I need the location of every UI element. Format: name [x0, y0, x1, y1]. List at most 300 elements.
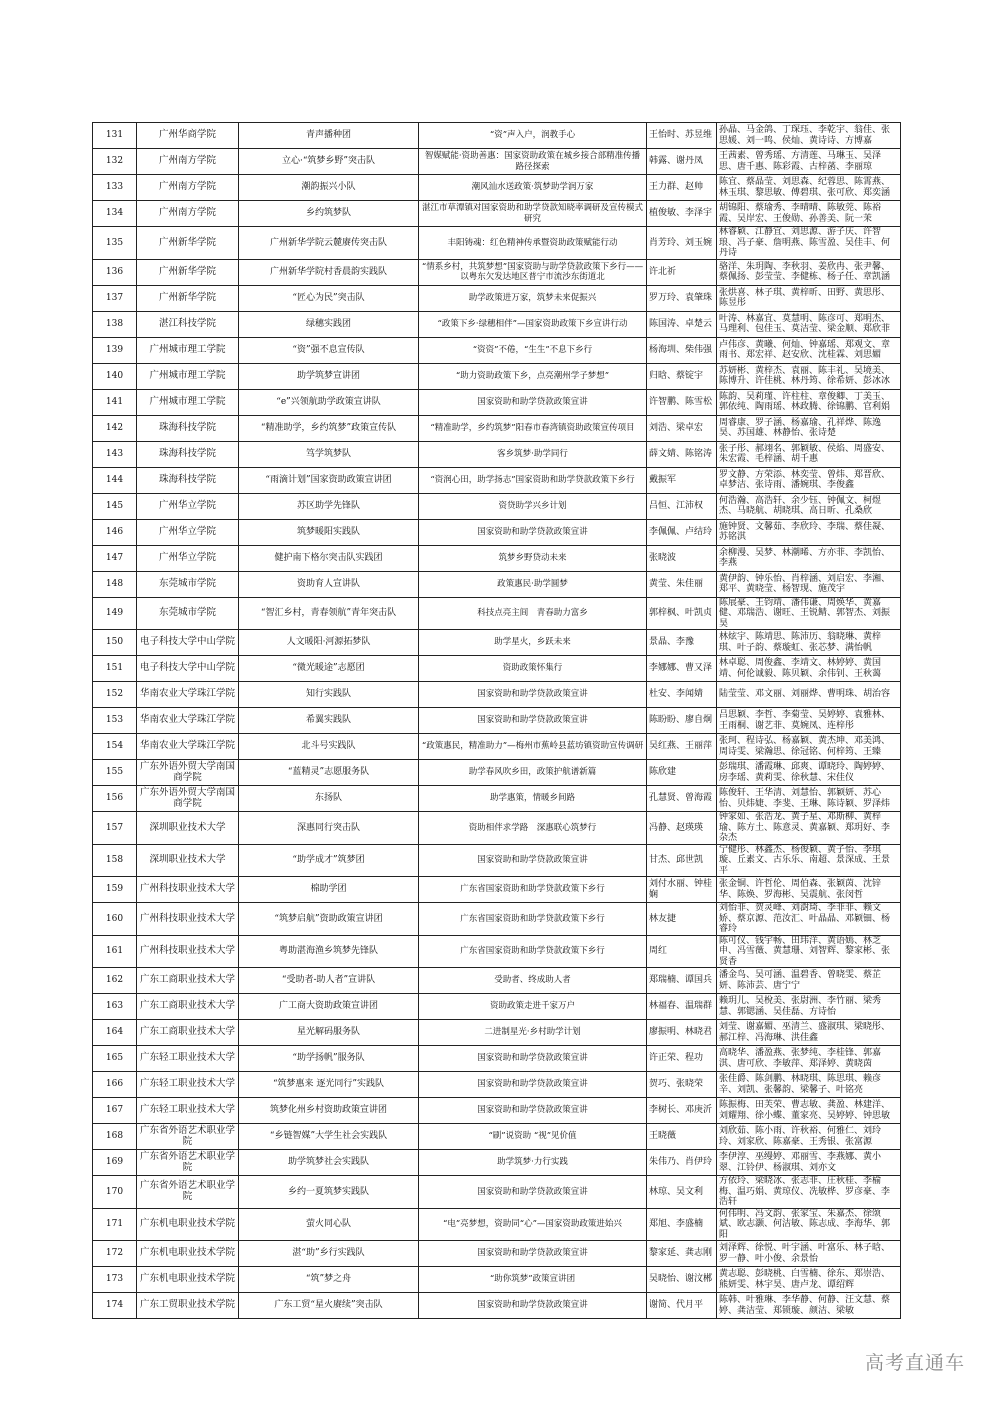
team-name: 湛“助”乡行实践队 — [239, 1241, 419, 1267]
row-number: 141 — [93, 389, 137, 415]
row-number: 163 — [93, 994, 137, 1020]
team-members: 施钟贤、文馨茹、李欣玲、李瑞、蔡佳凝、苏铭淇 — [717, 519, 901, 545]
activity-theme: 湛江市草潭镇对国家资助和助学贷款知晓率调研及宣传模式研究 — [419, 201, 647, 227]
team-name: “助学扬帆”服务队 — [239, 1046, 419, 1072]
activity-theme: 广东省国家资助和助学贷款政策下乡行 — [419, 877, 647, 903]
activity-theme: “助你筑梦”政策宣讲团 — [419, 1267, 647, 1293]
school-name: 广州南方学院 — [137, 201, 239, 227]
team-members: 胡锦阳、蔡瑜秀、李晴晴、陈敏莞、陈裕霞、吴岸宏、王俊勋、孙善美、阮一茉 — [717, 201, 901, 227]
school-name: 广东轻工职业技术大学 — [137, 1098, 239, 1124]
activity-theme: 国家资助和助学贷款政策宣讲 — [419, 708, 647, 734]
team-name: 助学筑梦宣讲团 — [239, 363, 419, 389]
advisor-teachers: 冯静、赵瑛瑛 — [647, 812, 717, 845]
table-row — [93, 1293, 901, 1319]
row-number: 166 — [93, 1072, 137, 1098]
school-name: 广东外语外贸大学南国商学院 — [137, 760, 239, 786]
team-members: 彭瑞琪、潘霞琳、邱爽、谭晓玲、陶婷婷、房李瑶、黄莉雯、徐秋慧、宋佳仪 — [717, 760, 901, 786]
advisor-teachers: 韩露、谢丹凤 — [647, 149, 717, 175]
table-row — [93, 630, 901, 656]
team-name: 乡约一夏筑梦实践队 — [239, 1176, 419, 1209]
table-row — [93, 1267, 901, 1293]
school-name: 电子科技大学中山学院 — [137, 630, 239, 656]
team-name: “受助者-助人者”宣讲队 — [239, 968, 419, 994]
team-name: 笃学筑梦队 — [239, 441, 419, 467]
team-name: “e”兴领航助学政策宣讲队 — [239, 389, 419, 415]
table-row — [93, 285, 901, 311]
row-number: 131 — [93, 123, 137, 149]
row-number: 142 — [93, 415, 137, 441]
activity-theme: 政策惠民·助学圆梦 — [419, 571, 647, 597]
activity-theme: 国家资助和助学贷款政策宣讲 — [419, 519, 647, 545]
table-row — [93, 571, 901, 597]
table-row — [93, 149, 901, 175]
team-members: 罗文静、方荣添、林奕莹、曾炜、郑晋欣、卓梦洁、张诗雨、潘婉琪、李俊鑫 — [717, 467, 901, 493]
table-row — [93, 545, 901, 571]
activity-theme: “资”声入户，润教手心 — [419, 123, 647, 149]
row-number: 165 — [93, 1046, 137, 1072]
activity-theme: 助学惠策，情暖乡间路 — [419, 786, 647, 812]
team-name: “微光暖途”志愿团 — [239, 656, 419, 682]
row-number: 132 — [93, 149, 137, 175]
team-name: “筑梦惠来 逐光同行”实践队 — [239, 1072, 419, 1098]
row-number: 137 — [93, 285, 137, 311]
table-row — [93, 1208, 901, 1241]
activity-theme: “刷”说资助 “视”见价值 — [419, 1124, 647, 1150]
advisor-teachers: 郭梓枫、叶凯贞 — [647, 597, 717, 630]
row-number: 158 — [93, 844, 137, 877]
team-members: 何伟明、冯文韵、张家宝、朱嘉杰、徐颂斌、欧志灏、何洁敏、陈志成、李海华、郭阳 — [717, 1208, 901, 1241]
team-name: “蓝精灵”志愿服务队 — [239, 760, 419, 786]
team-name: 助学筑梦社会实践队 — [239, 1150, 419, 1176]
school-name: 广东省外语艺术职业学院 — [137, 1150, 239, 1176]
activity-theme: 国家资助和助学贷款政策宣讲 — [419, 1046, 647, 1072]
table-row — [93, 1098, 901, 1124]
school-name: 湛江科技学院 — [137, 311, 239, 337]
row-number: 155 — [93, 760, 137, 786]
team-name: 潮韵振兴小队 — [239, 175, 419, 201]
team-members: 陈韵、吴莉瑾、许柱柱、章俊卿、丁美玉、郭依纯、陶雨瑶、林政腾、徐锦鹏、官利娟 — [717, 389, 901, 415]
table-row — [93, 415, 901, 441]
advisor-teachers: 郑瑞楠、谭国兵 — [647, 968, 717, 994]
team-name: “乡链智媒”大学生社会实践队 — [239, 1124, 419, 1150]
school-name: 广东工商职业技术大学 — [137, 1020, 239, 1046]
row-number: 133 — [93, 175, 137, 201]
row-number: 143 — [93, 441, 137, 467]
activity-theme: 广东省国家资助和助学贷款政策下乡行 — [419, 903, 647, 936]
table-row — [93, 760, 901, 786]
team-members: 刘莹、谢嘉媚、巫清兰、盛淑琪、梁晓彤、郝江梓、冯海琳、洪佳鑫 — [717, 1020, 901, 1046]
row-number: 169 — [93, 1150, 137, 1176]
row-number: 151 — [93, 656, 137, 682]
activity-theme: 二进制星光·乡村助学计划 — [419, 1020, 647, 1046]
row-number: 157 — [93, 812, 137, 845]
row-number: 174 — [93, 1293, 137, 1319]
advisor-teachers: 许北祈 — [647, 259, 717, 285]
row-number: 149 — [93, 597, 137, 630]
advisor-teachers: 吴晓怡、谢汶郴 — [647, 1267, 717, 1293]
team-members: 陈宜、蔡晶莹、刘思森、纪蓉思、陈霄燕、林玉琪、黎思敏、傅碧琪、张可欣、郑奕涵 — [717, 175, 901, 201]
advisor-teachers: 薛文婧、陈铭涛 — [647, 441, 717, 467]
row-number: 135 — [93, 227, 137, 260]
team-name: 深惠同行突击队 — [239, 812, 419, 845]
table-row — [93, 259, 901, 285]
table-row — [93, 1046, 901, 1072]
advisor-teachers: 黎家延、龚志刚 — [647, 1241, 717, 1267]
team-name: 广州新华学院云麓赓传突击队 — [239, 227, 419, 260]
school-name: 华南农业大学珠江学院 — [137, 708, 239, 734]
row-number: 168 — [93, 1124, 137, 1150]
team-name: 资助育人宣讲队 — [239, 571, 419, 597]
advisor-teachers: 甘杰、邱世凯 — [647, 844, 717, 877]
school-name: 广东轻工职业技术大学 — [137, 1046, 239, 1072]
school-name: 珠海科技学院 — [137, 441, 239, 467]
school-name: 深圳职业技术大学 — [137, 844, 239, 877]
school-name: 广州新华学院 — [137, 259, 239, 285]
table-row — [93, 844, 901, 877]
team-list-table-container — [92, 122, 900, 1319]
row-number: 173 — [93, 1267, 137, 1293]
school-name: 广州科技职业技术大学 — [137, 903, 239, 936]
team-members: 刘泽辉、徐悦、叶宇涵、叶富乐、林子晗、罗一静、叶小俊、余景怡 — [717, 1241, 901, 1267]
table-row — [93, 363, 901, 389]
team-members: 林睿颖、江静宜、刘思源、游子庆、许智琅、冯子豪、詹明燕、陈雪盈、吴佳丰、何丹诗 — [717, 227, 901, 260]
team-name: 北斗号实践队 — [239, 734, 419, 760]
team-name: “智汇乡村，青春领航”青年突击队 — [239, 597, 419, 630]
team-members: 张烘喜、林子琪、黄梓昕、田野、黄思彤、陈昱彤 — [717, 285, 901, 311]
school-name: 广州华商学院 — [137, 123, 239, 149]
row-number: 153 — [93, 708, 137, 734]
table-row — [93, 682, 901, 708]
activity-theme: 国家资助和助学贷款政策宣讲 — [419, 844, 647, 877]
team-members: 卢伟彦、黄曦、何灿、钟嘉瑶、郑观文、章雨书、郑宏祥、赵安欣、沈桂霖、刘思媚 — [717, 337, 901, 363]
row-number: 150 — [93, 630, 137, 656]
school-name: 广州新华学院 — [137, 227, 239, 260]
team-name: 立心·“筑梦乡野”突击队 — [239, 149, 419, 175]
activity-theme: “助力资助政策下乡，点亮潮州学子梦想” — [419, 363, 647, 389]
table-row — [93, 708, 901, 734]
activity-theme: 受助者、终成助人者 — [419, 968, 647, 994]
activity-theme: “精准助学，乡约筑梦”阳春市春湾镇资助政策宣传项目 — [419, 415, 647, 441]
table-row — [93, 1150, 901, 1176]
advisor-teachers: 林友捷 — [647, 903, 717, 936]
advisor-teachers: 陈国涛、卓楚云 — [647, 311, 717, 337]
team-name: “雨滴计划”国家资助政策宣讲团 — [239, 467, 419, 493]
table-row — [93, 597, 901, 630]
activity-theme: “电”亮梦想，资助同“心”—国家资助政策进始兴 — [419, 1208, 647, 1241]
school-name: 广东机电职业技术学院 — [137, 1267, 239, 1293]
school-name: 广州城市理工学院 — [137, 389, 239, 415]
advisor-teachers: 戴振军 — [647, 467, 717, 493]
school-name: 珠海科技学院 — [137, 467, 239, 493]
row-number: 148 — [93, 571, 137, 597]
team-name: 人文暖阳·河源拓梦队 — [239, 630, 419, 656]
school-name: 广州城市理工学院 — [137, 337, 239, 363]
team-members: 张金铜、许哲伦、周伯森、张颖茵、沈锌华、陈焕、罗海彬、吴震航、张闵哲 — [717, 877, 901, 903]
team-members: 孙晶、马金鸽、丁琛珏、李乾宇、翁佳、张思媛、刘一鸣、侯灿、黄诗诗、方博嘉 — [717, 123, 901, 149]
team-members: 潘金鸟、吴可涵、温碧香、曾晓雯、蔡芷妍、陈沛芸、唐宁宁 — [717, 968, 901, 994]
advisor-teachers: 贺巧、张晓荣 — [647, 1072, 717, 1098]
watermark-text: 高考直通车 — [864, 1352, 965, 1374]
row-number: 146 — [93, 519, 137, 545]
row-number: 161 — [93, 935, 137, 968]
table-row — [93, 1241, 901, 1267]
team-name: “筑梦启航”资助政策宣讲团 — [239, 903, 419, 936]
table-row — [93, 441, 901, 467]
advisor-teachers: 陈盼盼、廖自炯 — [647, 708, 717, 734]
advisor-teachers: 王怡时、苏昱维 — [647, 123, 717, 149]
row-number: 154 — [93, 734, 137, 760]
team-name: “筑”梦之舟 — [239, 1267, 419, 1293]
school-name: 广州华立学院 — [137, 545, 239, 571]
advisor-teachers: 吕恒、江沛权 — [647, 493, 717, 519]
school-name: 广州科技职业技术大学 — [137, 935, 239, 968]
advisor-teachers: 孔慧贤、曾海霞 — [647, 786, 717, 812]
team-members: 赖玥儿、吴梲美、张尉洲、李竹丽、梁秀慧、郭锶涵、吴佳磊、方诗怡 — [717, 994, 901, 1020]
advisor-teachers: 廖振明、林晓君 — [647, 1020, 717, 1046]
school-name: 广东机电职业技术学院 — [137, 1208, 239, 1241]
row-number: 140 — [93, 363, 137, 389]
team-name: 粤助湛海渔乡筑梦先锋队 — [239, 935, 419, 968]
row-number: 156 — [93, 786, 137, 812]
activity-theme: 国家资助和助学贷款政策宣讲 — [419, 1293, 647, 1319]
activity-theme: 资助政策走进千家万户 — [419, 994, 647, 1020]
activity-theme: 智媒赋能·资助善惠：国家资助政策在城乡接合部精准传播路径探索 — [419, 149, 647, 175]
school-name: 广州新华学院 — [137, 285, 239, 311]
activity-theme: 国家资助和助学贷款政策宣讲 — [419, 682, 647, 708]
advisor-teachers: 王晓薇 — [647, 1124, 717, 1150]
advisor-teachers: 王力群、赵帅 — [647, 175, 717, 201]
activity-theme: 客乡筑梦·助学同行 — [419, 441, 647, 467]
school-name: 广东工商职业技术大学 — [137, 994, 239, 1020]
activity-theme: 广东省国家资助和助学贷款政策下乡行 — [419, 935, 647, 968]
row-number: 144 — [93, 467, 137, 493]
team-members: 张佳爵、陈剑鹏、林晓琪、陈思琪、赖彦辛、刘凯、张馨韵、梁馨子、叶铭亮 — [717, 1072, 901, 1098]
advisor-teachers: 景晶、李豫 — [647, 630, 717, 656]
table-row — [93, 1020, 901, 1046]
advisor-teachers: 周红 — [647, 935, 717, 968]
team-name: 广东工贸“星火赓续”突击队 — [239, 1293, 419, 1319]
advisor-teachers: 郑旭、李盛楠 — [647, 1208, 717, 1241]
row-number: 138 — [93, 311, 137, 337]
advisor-teachers: 植俊敏、李泽宇 — [647, 201, 717, 227]
activity-theme: 国家资助和助学贷款政策宣讲 — [419, 389, 647, 415]
school-name: 广州华立学院 — [137, 519, 239, 545]
team-name: 知行实践队 — [239, 682, 419, 708]
table-row — [93, 493, 901, 519]
table-row — [93, 656, 901, 682]
advisor-teachers: 吴红燕、王丽萍 — [647, 734, 717, 760]
team-name: 星光解码服务队 — [239, 1020, 419, 1046]
row-number: 159 — [93, 877, 137, 903]
team-name: “精准助学，乡约筑梦”政策宣传队 — [239, 415, 419, 441]
team-members: 钟家如、张浩龙、黄子星、邓斯柳、黄梓瑜、陈方土、陈意灵、黄嘉颖、郑玥好、李杂杰 — [717, 812, 901, 845]
team-members: 张子彤、郝翊名、郭颖敏、侯焰、周盛安、朱宏霞、毛梓涵、胡千惠 — [717, 441, 901, 467]
activity-theme: 资贷助学兴乡计划 — [419, 493, 647, 519]
row-number: 160 — [93, 903, 137, 936]
team-name: 青声播种团 — [239, 123, 419, 149]
advisor-teachers: 许正荣、程功 — [647, 1046, 717, 1072]
row-number: 164 — [93, 1020, 137, 1046]
table-row — [93, 337, 901, 363]
advisor-teachers: 林福春、温瑞群 — [647, 994, 717, 1020]
team-list-table — [92, 122, 901, 1319]
activity-theme: 资助政策怀集行 — [419, 656, 647, 682]
team-members: 王茜素、曾秀瑶、方清莲、马琳玉、吴泽思、唐千惠、陈彩霞、古梓菡、李丽琼 — [717, 149, 901, 175]
table-row — [93, 994, 901, 1020]
table-row — [93, 519, 901, 545]
table-row — [93, 786, 901, 812]
school-name: 深圳职业技术大学 — [137, 812, 239, 845]
team-name: 健护南下格尔突击队实践团 — [239, 545, 419, 571]
school-name: 广州南方学院 — [137, 149, 239, 175]
team-members: 李伊淳、巫缦婷、邓丽雪、李燕娜、黄小翠、江铃伊、杨淑琪、刘亦文 — [717, 1150, 901, 1176]
team-members: 高晓华、潘盈燕、张梦纯、李桂锋、郭嘉淇、唐可欣、李敏萍、郑泽婷、黄晓茵 — [717, 1046, 901, 1072]
team-members: 宁健彤、林鑫杰、杨俊颖、黄子怡、李琪璇、丘素文、古乐乐、南超、景深成、王景平 — [717, 844, 901, 877]
row-number: 136 — [93, 259, 137, 285]
activity-theme: 助学春风吹乡田，政策护航谱新篇 — [419, 760, 647, 786]
table-row — [93, 935, 901, 968]
team-members: 陆莹莹、邓文丽、刘丽烨、曹明珠、胡治容 — [717, 682, 901, 708]
activity-theme: 潮风汕水送政策·筑梦助学润万家 — [419, 175, 647, 201]
school-name: 华南农业大学珠江学院 — [137, 682, 239, 708]
table-row — [93, 1176, 901, 1209]
team-name: “助学成才”筑梦团 — [239, 844, 419, 877]
activity-theme: 国家资助和助学贷款政策宣讲 — [419, 1241, 647, 1267]
team-name: 筑梦化州乡村资助政策宣讲团 — [239, 1098, 419, 1124]
row-number: 172 — [93, 1241, 137, 1267]
row-number: 171 — [93, 1208, 137, 1241]
table-row — [93, 123, 901, 149]
team-members: 林炫宇、陈靖思、陈沛历、翁晓琳、黄梓琪、叶子韵、蔡璇虹、张芯梦、满怡帆 — [717, 630, 901, 656]
team-members: 骆洋、朱玥陶、李秋羽、姜欣冉、张尹馨、蔡佩扬、彭莹莹、李健栋、杨子任、章凯涵 — [717, 259, 901, 285]
table-row — [93, 201, 901, 227]
team-members: 陈可仪、钱宇畅、田玮洋、黄语嫣、林芝申、冯雪薇、黄慧珊、刘智辉、黎家彬、张贤香 — [717, 935, 901, 968]
activity-theme: 筑梦乡野贷动未来 — [419, 545, 647, 571]
school-name: 电子科技大学中山学院 — [137, 656, 239, 682]
team-members: 陈展豪、王钧靖、潘伟谦、周焕华、黄嘉健、邓瑞浩、谢旺、王锐鲭、郭智杰、刘振昊 — [717, 597, 901, 630]
row-number: 134 — [93, 201, 137, 227]
team-name: 希翼实践队 — [239, 708, 419, 734]
activity-theme: 科技点亮主闾 青春助力富乡 — [419, 597, 647, 630]
activity-theme: “资资”不倦，“生生”不息下乡行 — [419, 337, 647, 363]
row-number: 147 — [93, 545, 137, 571]
team-name: 棉助学团 — [239, 877, 419, 903]
activity-theme: 资助相伴求学路 深惠联心筑梦行 — [419, 812, 647, 845]
team-members: 刘怡菲、贺灵峰、刘澍琦、李菲菲、赖文娇、蔡京源、范汝汇、叶晶晶、邓颖钿、杨睿玲 — [717, 903, 901, 936]
team-name: “匠心为民”突击队 — [239, 285, 419, 311]
row-number: 170 — [93, 1176, 137, 1209]
advisor-teachers: 刘付水丽、钟桂娴 — [647, 877, 717, 903]
team-members: 苏妍彬、黄梓杰、袁丽、陈丰礼、吴境美、陈博升、许佳桃、林丹筠、徐希妍、彭冰冰 — [717, 363, 901, 389]
team-name: 东扬队 — [239, 786, 419, 812]
row-number: 167 — [93, 1098, 137, 1124]
school-name: 广州科技职业技术大学 — [137, 877, 239, 903]
school-name: 广东省外语艺术职业学院 — [137, 1124, 239, 1150]
row-number: 139 — [93, 337, 137, 363]
school-name: 东莞城市学院 — [137, 571, 239, 597]
activity-theme: “资润心田，助学扬志”国家资助和助学贷款政策下乡行 — [419, 467, 647, 493]
table-row — [93, 734, 901, 760]
team-members: 黄伊韵、钟乐怡、肖梓涵、刘启宏、李湘、郑平、黄晓莹、杨智现、施茂宇 — [717, 571, 901, 597]
school-name: 广州华立学院 — [137, 493, 239, 519]
team-name: 广工商大资助政策宣讲团 — [239, 994, 419, 1020]
team-members: 林卓聪、周俊鑫、李靖文、林婷婷、黄国靖、何伦诚毅、陈贝颖、余伟钊、王秋蔼 — [717, 656, 901, 682]
advisor-teachers: 许智鹏、陈雪松 — [647, 389, 717, 415]
team-name: 乡约筑梦队 — [239, 201, 419, 227]
activity-theme: 国家资助和助学贷款政策宣讲 — [419, 1072, 647, 1098]
team-name: 绿穗实践团 — [239, 311, 419, 337]
team-members: 叶涛、林嘉宜、莫慧明、陈彦可、郑明杰、马理利、包佳玉、莫洁莹、梁金顺、郑欣菲 — [717, 311, 901, 337]
school-name: 广东省外语艺术职业学院 — [137, 1176, 239, 1209]
table-row — [93, 903, 901, 936]
team-name: 萤火同心队 — [239, 1208, 419, 1241]
advisor-teachers: 朱伟乃、肖伊玲 — [647, 1150, 717, 1176]
advisor-teachers: 刘浩、梁卓宏 — [647, 415, 717, 441]
school-name: 广州南方学院 — [137, 175, 239, 201]
team-members: 余柳漫、吴梦、林潮晞、方亦菲、李凯怡、李燕 — [717, 545, 901, 571]
advisor-teachers: 李佩佩、卢结玲 — [647, 519, 717, 545]
school-name: 广东轻工职业技术大学 — [137, 1072, 239, 1098]
team-name: “资”强不息宣传队 — [239, 337, 419, 363]
activity-theme: “政策惠民，精准助力”—梅州市蕉岭县蓝坊镇资助宣传调研 — [419, 734, 647, 760]
team-members: 何浩瀚、高浩轩、余少钰、钟佩文、柯煜杰、马晓航、胡晓琪、高日昕、孔桑欣 — [717, 493, 901, 519]
table-row — [93, 389, 901, 415]
team-name: 苏区助学先锋队 — [239, 493, 419, 519]
advisor-teachers: 罗万玲、袁肇珠 — [647, 285, 717, 311]
team-members: 周睿康、罗子涵、杨嘉瑜、孔祥烨、陈逸昊、苏国雄、林静怡、张诗楚 — [717, 415, 901, 441]
row-number: 152 — [93, 682, 137, 708]
school-name: 广州城市理工学院 — [137, 363, 239, 389]
activity-theme: 国家资助和助学贷款政策宣讲 — [419, 1098, 647, 1124]
table-row — [93, 1072, 901, 1098]
advisor-teachers: 张晓波 — [647, 545, 717, 571]
team-name: 筑梦暖阳实践队 — [239, 519, 419, 545]
table-row — [93, 877, 901, 903]
team-members: 陈振梅、田芙荣、曹志敏、龚盈、林建洋、刘耀翔、徐小蝶、董家亮、吴婷婷、钟思敏 — [717, 1098, 901, 1124]
team-members: 刘欣茹、陈小雨、许秋裕、何雅仁、刘玲玲、刘家欣、陈嘉豪、王秀银、张富源 — [717, 1124, 901, 1150]
advisor-teachers: 陈欣建 — [647, 760, 717, 786]
activity-theme: “情系乡村，共筑梦想”国家资助与助学贷款政策下乡行——以粤东欠发达地区普宁市流沙东街道北 — [419, 259, 647, 285]
row-number: 145 — [93, 493, 137, 519]
activity-theme: 助学筑梦·力行实践 — [419, 1150, 647, 1176]
activity-theme: 助学星火，乡跃未来 — [419, 630, 647, 656]
table-row — [93, 1124, 901, 1150]
activity-theme: 助学政策进万家，筑梦未来促振兴 — [419, 285, 647, 311]
table-row — [93, 227, 901, 260]
table-row — [93, 311, 901, 337]
team-members: 陈韩、叶雅琳、李华静、何静、汪文慧、蔡婷、龚洁莹、郑锁璇、颜洁、梁敏 — [717, 1293, 901, 1319]
team-name: 广州新华学院村香晨韵实践队 — [239, 259, 419, 285]
school-name: 广东外语外贸大学南国商学院 — [137, 786, 239, 812]
advisor-teachers: 杨海圳、柴伟强 — [647, 337, 717, 363]
table-body — [93, 123, 901, 1319]
advisor-teachers: 李娜娜、曹又泽 — [647, 656, 717, 682]
school-name: 华南农业大学珠江学院 — [137, 734, 239, 760]
table-row — [93, 467, 901, 493]
row-number: 162 — [93, 968, 137, 994]
advisor-teachers: 归晗、蔡锭宇 — [647, 363, 717, 389]
advisor-teachers: 李树长、邓庚沂 — [647, 1098, 717, 1124]
table-row — [93, 812, 901, 845]
team-members: 陈俊轩、王华清、刘慧怡、郭颖妍、苏心怡、贝炜婕、李斐、王琳、陈诗颖、罗泽炜 — [717, 786, 901, 812]
school-name: 广东机电职业技术学院 — [137, 1241, 239, 1267]
team-members: 方依玲、梁晓冰、张志菲、庄秋桂、李榆梅、温巧娟、黄琼仪、冼敏桦、罗彦豪、李浩轩 — [717, 1176, 901, 1209]
table-row — [93, 175, 901, 201]
advisor-teachers: 谢简、代月平 — [647, 1293, 717, 1319]
team-members: 黄志聪、彭晓桃、白雪楠、徐东、郑崇浩、熊妍雯、林宇昊、唐卢龙、谭绍辉 — [717, 1267, 901, 1293]
school-name: 广东工商职业技术大学 — [137, 968, 239, 994]
team-members: 张珂、程诗弘、杨嘉颖、黄杰坤、邓美鸿、周诗雯、梁瀚思、徐冠铭、何梓筠、王臻 — [717, 734, 901, 760]
